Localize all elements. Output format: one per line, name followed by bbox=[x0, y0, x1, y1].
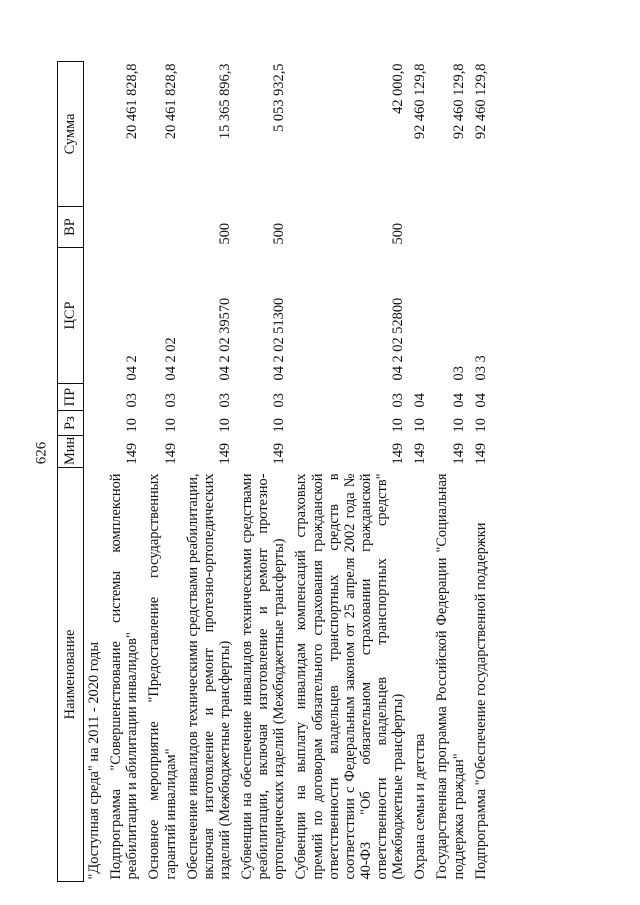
row-csr: 04 2 02 39570 bbox=[216, 297, 233, 381]
row-pr: 03 bbox=[390, 393, 407, 408]
row-csr: 04 2 02 52800 bbox=[390, 297, 407, 381]
row-vr bbox=[470, 207, 492, 248]
row-pr: 04 bbox=[412, 393, 429, 408]
row-vr bbox=[105, 207, 143, 248]
row-csr: 03 bbox=[450, 366, 467, 381]
table-row bbox=[84, 62, 106, 882]
row-sum: 20 461 828,8 bbox=[124, 63, 141, 140]
row-rz: 10 bbox=[271, 418, 288, 433]
row-rz: 10 bbox=[450, 418, 467, 433]
row-csr: 03 3 bbox=[472, 355, 489, 381]
row-rz: 10 bbox=[472, 418, 489, 433]
table-header-row bbox=[58, 62, 84, 882]
row-rz: 10 bbox=[390, 418, 407, 433]
row-min: 149 bbox=[216, 442, 233, 465]
row-csr: 04 2 02 51300 bbox=[271, 297, 288, 381]
row-name: Государственная программа Российской Федерации "Социальная поддержка граждан" bbox=[434, 473, 467, 880]
row-sum: 92 460 129,8 bbox=[472, 63, 489, 140]
row-vr bbox=[409, 207, 431, 248]
row-rz bbox=[84, 411, 106, 436]
table-row bbox=[470, 62, 492, 882]
row-vr: 500 bbox=[216, 222, 233, 245]
row-name: Подпрограмма "Совершенствование системы комплексной реабилитации и абилитации инвалидов" bbox=[108, 473, 141, 880]
row-vr: 500 bbox=[390, 222, 407, 245]
row-rz: 10 bbox=[216, 418, 233, 433]
table-row bbox=[409, 62, 431, 882]
row-pr: 03 bbox=[271, 393, 288, 408]
row-csr bbox=[409, 248, 431, 384]
row-min: 149 bbox=[412, 442, 429, 465]
row-csr: 04 2 bbox=[124, 355, 141, 381]
row-rz: 10 bbox=[124, 418, 141, 433]
row-name: "Доступная среда" на 2011 - 2020 годы bbox=[86, 641, 102, 880]
rotated-page-content bbox=[57, 62, 592, 882]
budget-table bbox=[57, 61, 492, 882]
row-min: 149 bbox=[390, 442, 407, 465]
row-min: 149 bbox=[124, 442, 141, 465]
table-row bbox=[105, 62, 143, 882]
row-csr bbox=[84, 248, 106, 384]
row-min: 149 bbox=[271, 442, 288, 465]
row-vr bbox=[84, 207, 106, 248]
table-row bbox=[290, 62, 409, 882]
row-sum: 20 461 828,8 bbox=[162, 63, 179, 140]
table-row bbox=[143, 62, 181, 882]
table-row bbox=[431, 62, 469, 882]
page-number: 626 bbox=[33, 441, 50, 465]
row-pr bbox=[84, 384, 106, 411]
header-rz: Рз bbox=[58, 411, 84, 436]
row-name: Обеспечение инвалидов техническими средствами реабилитации, включая изготовление и ремонт протезно-ортопедических изделий (Межбюджетные трансферты) bbox=[184, 473, 233, 880]
row-sum bbox=[84, 62, 106, 207]
row-pr: 03 bbox=[162, 393, 179, 408]
row-sum: 15 365 896,3 bbox=[216, 63, 233, 140]
row-sum: 5 053 932,5 bbox=[271, 63, 288, 132]
header-vr: ВР bbox=[58, 207, 84, 248]
row-min bbox=[84, 436, 106, 468]
row-vr: 500 bbox=[271, 222, 288, 245]
row-name: Субвенции на выплату инвалидам компенсаций страховых премий по договорам обязательного страхования гражданской ответственности владельцев транспортных средств в соответствии с Федеральным законом от 25 апреля 2002 года № 40-ФЗ "Об обязательном страховании гражданской ответственности владельцев транспортных средств" (Межбюджетные трансферты) bbox=[293, 473, 407, 880]
row-vr bbox=[143, 207, 181, 248]
row-min: 149 bbox=[162, 442, 179, 465]
header-csr: ЦСР bbox=[58, 248, 84, 384]
row-rz: 10 bbox=[412, 418, 429, 433]
row-name: Охрана семьи и детства bbox=[412, 733, 429, 880]
row-sum: 42 000,0 bbox=[390, 63, 407, 114]
row-pr: 03 bbox=[124, 393, 141, 408]
row-min: 149 bbox=[472, 442, 489, 465]
header-min: Мин bbox=[58, 436, 84, 468]
row-min: 149 bbox=[450, 442, 467, 465]
row-sum: 92 460 129,8 bbox=[450, 63, 467, 140]
header-pr: ПР bbox=[58, 384, 84, 411]
table-row bbox=[236, 62, 290, 882]
row-pr: 04 bbox=[472, 393, 489, 408]
row-pr: 04 bbox=[450, 393, 467, 408]
row-name: Подпрограмма "Обеспечение государственной поддержки bbox=[472, 522, 489, 880]
header-sum: Сумма bbox=[58, 62, 84, 207]
row-vr bbox=[431, 207, 469, 248]
row-pr: 03 bbox=[216, 393, 233, 408]
row-rz: 10 bbox=[162, 418, 179, 433]
row-csr: 04 2 02 bbox=[162, 337, 179, 381]
header-name: Наименование bbox=[58, 468, 84, 882]
table-row bbox=[182, 62, 236, 882]
row-name: Основное мероприятие "Предоставление государственных гарантий инвалидам" bbox=[146, 473, 179, 880]
row-sum: 92 460 129,8 bbox=[412, 63, 429, 140]
row-name: Субвенции на обеспечение инвалидов техническими средствами реабилитации, включая изготовление и ремонт протезно-ортопедических изделий (Межбюджетные трансферты) bbox=[239, 473, 288, 880]
